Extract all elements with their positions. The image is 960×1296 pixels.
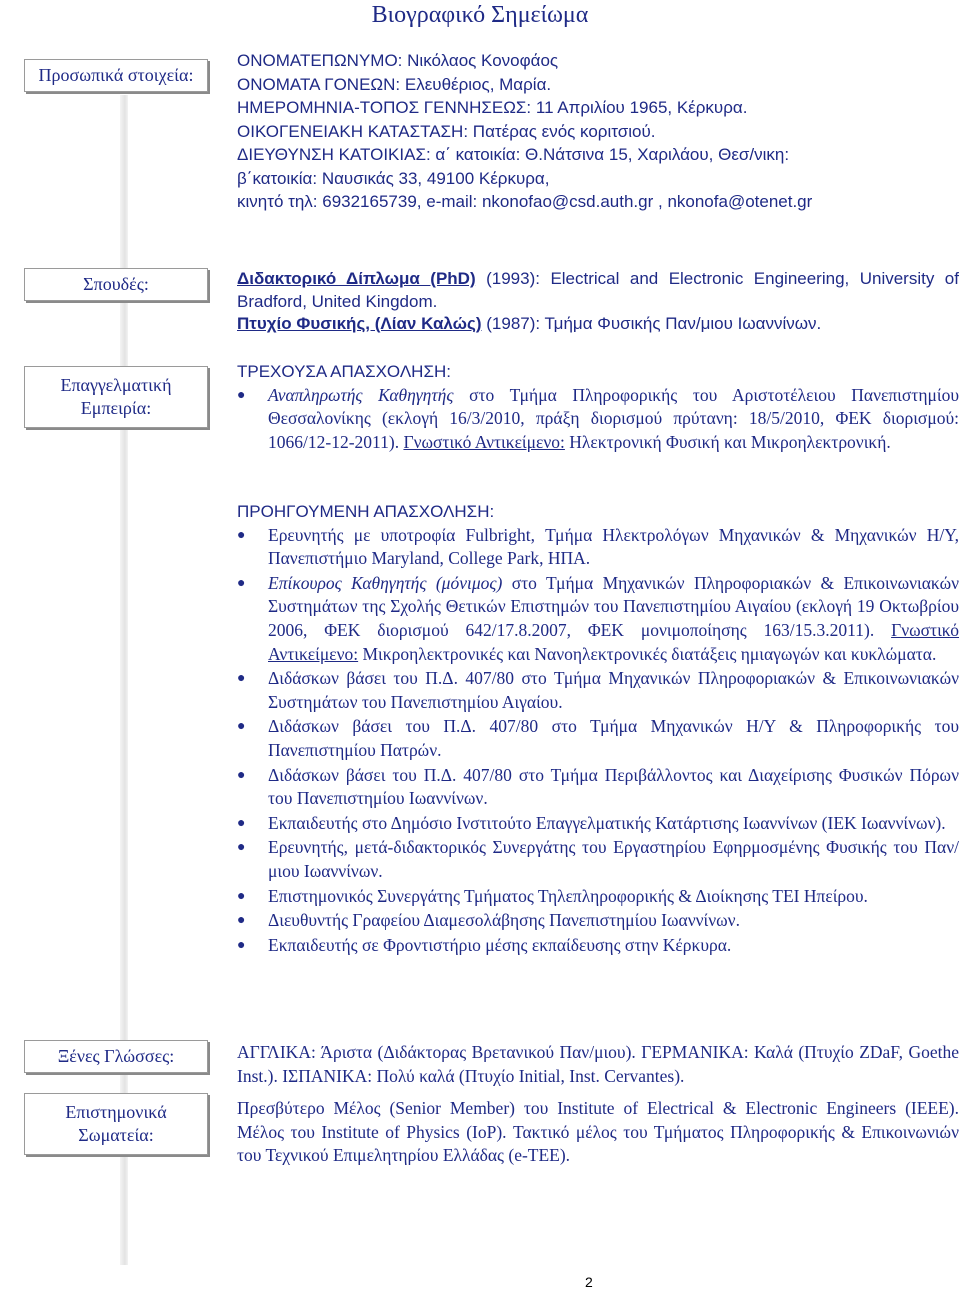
phd-title: Διδακτορικό Δίπλωμα (PhD) xyxy=(237,269,476,288)
bullet-icon: ● xyxy=(237,937,246,953)
current-field-value: Ηλεκτρονική Φυσική και Μικροηλεκτρονική. xyxy=(564,431,891,452)
studies-section xyxy=(237,268,959,336)
name-row xyxy=(237,49,959,73)
family-row xyxy=(237,120,959,144)
societies-label: Επιστημονικά Σωματεία: xyxy=(24,1093,208,1155)
phd-entry xyxy=(237,268,959,313)
languages-label: Ξένες Γλώσσες: xyxy=(24,1040,208,1073)
name-value: Νικόλαος Κονοφάος xyxy=(407,51,559,70)
bullet-icon: ● xyxy=(237,888,246,904)
bullet-icon: ● xyxy=(237,815,246,831)
previous-item: ● Επίκουρος Καθηγητής (μόνιμος) στο Τμήμα Μηχανικών Πληροφοριακών & Επικοινωνιακών Συστημάτων της Σχολής Θετικών Επιστημών του Πανεπιστημίου Αιγαίου (εκλογή 19 Οκτωβρίου 2006, ΦΕΚ διορισμού 642/17.8.2007, ΦΕΚ μονιμοποίησης 163/15.3.2011). Γνωστικό Αντικείμενο: Μικροηλεκτρονικές και Νανοηλεκτρονικές διατάξεις ημιαγωγών και κυκλώματα. xyxy=(237,572,959,664)
family-label: ΟΙΚΟΓΕΝΕΙΑΚΗ ΚΑΤΑΣΤΑΣΗ: xyxy=(237,121,469,141)
previous-item: ● Επιστημονικός Συνεργάτης Τμήματος Τηλεπληροφορικής & Διοίκησης ΤΕΙ Ηπείρου. xyxy=(237,885,959,909)
previous-item: ● Διδάσκων βάσει του Π.Δ. 407/80 στο Τμήμα Μηχανικών Η/Υ & Πληροφορικής του Πανεπιστημίου Πατρών. xyxy=(237,716,959,760)
languages-text: ΑΓΓΛΙΚΑ: Άριστα (Διδάκτορας Βρετανικού Παν/μιου). ΓΕΡΜΑΝΙΚΑ: Καλά (Πτυχίο ZDaF, Goethe Inst.). ΙΣΠΑΝΙΚΑ: Πολύ καλά (Πτυχίο Initial, Inst. Cervantes). xyxy=(237,1042,959,1086)
birth-label: ΗΜΕΡΟΜΗΝΙΑ-ΤΟΠΟΣ ΓΕΝΝΗΣΕΩΣ: xyxy=(237,98,532,117)
address-line1: α΄ κατοικία: Θ.Νάτσινα 15, Χαριλάου, Θεσ/νικη: xyxy=(435,145,790,164)
experience-label: Επαγγελματική Εμπειρία: xyxy=(24,366,208,428)
parents-row xyxy=(237,73,959,97)
bsc-entry xyxy=(237,313,959,336)
current-text: στο Τμήμα Πληροφορικής του Αριστοτέλειου Πανεπιστημίου Θεσσαλονίκης (εκλογή 16/3/2010, πράξη διορισμού πρύτανη: 18/5/2010, ΦΕΚ διορισμού: 1066/12-12-2011). xyxy=(268,384,960,452)
bullet-icon: ● xyxy=(237,719,246,735)
previous-heading: ΠΡΟΗΓΟΥΜΕΝΗ ΑΠΑΣΧΟΛΗΣΗ: xyxy=(237,502,495,521)
parents-label: ΟΝΟΜΑΤΑ ΓΟΝΕΩΝ: xyxy=(237,74,401,94)
birth-value: 11 Απριλίου 1965, Κέρκυρα. xyxy=(535,98,748,117)
bullet-icon: ● xyxy=(237,913,246,929)
current-item xyxy=(237,384,959,455)
current-heading: ΤΡΕΧΟΥΣΑ ΑΠΑΣΧΟΛΗΣΗ: xyxy=(237,362,451,381)
previous-item: ● Διδάσκων βάσει του Π.Δ. 407/80 στο Τμήμα Περιβάλλοντος και Διαχείρισης Φυσικών Πόρων του Πανεπιστημίου Ιωαννίνων. xyxy=(237,764,959,809)
bullet-icon: ● xyxy=(237,527,246,543)
phd-text: : Electrical and Electronic Engineering, University of Bradford, United Kingdom. xyxy=(237,269,959,311)
family-value: Πατέρας ενός κοριτσιού. xyxy=(472,121,656,141)
personal-info xyxy=(237,49,959,214)
phd-year: (1993) xyxy=(486,269,536,288)
studies-label: Σπουδές: xyxy=(24,268,208,301)
previous-item: ● Ερευνητής με υποτροφία Fulbright, Τμήμα Ηλεκτρολόγων Μηχανικών & Μηχανικών Η/Υ, Πανεπιστήμιο Maryland, College Park, ΗΠΑ. xyxy=(237,524,959,569)
previous-employment xyxy=(237,500,959,957)
bullet-icon: ● xyxy=(237,671,246,687)
contact-line: κινητό τηλ: 6932165739, e-mail: nkonofao@csd.auth.gr , nkonofa@otenet.gr xyxy=(237,192,813,211)
previous-item: ● Ερευνητής, μετά-διδακτορικός Συνεργάτης του Εργαστηρίου Εφηρμοσμένης Φυσικής του Παν/μιου Ιωαννίνων. xyxy=(237,837,959,881)
parents-value: Ελευθέριος, Μαρία. xyxy=(404,74,552,94)
personal-info-label: Προσωπικά στοιχεία: xyxy=(24,59,208,92)
previous-item: ● Διευθυντής Γραφείου Διαμεσολάβησης Πανεπιστημίου Ιωαννίνων. xyxy=(237,909,959,933)
bsc-title: Πτυχίο Φυσικής, (Λίαν Καλώς) xyxy=(237,314,482,333)
page-number: 2 xyxy=(585,1274,593,1290)
societies-text: Πρεσβύτερο Μέλος (Senior Member) του Institute of Electrical & Electronic Engineers (IEEE). Μέλος του Institute of Physics (IoP). Τακτικό μέλος του Τμήματος Πληροφορικής & Επικοινωνιών του Τεχνικού Επιμελητηρίου Ελλάδας (e-TEE). xyxy=(237,1098,959,1166)
bsc-text: : Τμήμα Φυσικής Παν/μιου Ιωαννίνων. xyxy=(535,314,822,333)
bullet-icon: ● xyxy=(237,575,246,591)
current-position: Αναπληρωτής Καθηγητής xyxy=(268,384,454,405)
address-row xyxy=(237,143,959,167)
current-employment xyxy=(237,360,959,454)
previous-item: ● Εκπαιδευτής σε Φροντιστήριο μέσης εκπαίδευσης στην Κέρκυρα. xyxy=(237,934,959,958)
bullet-icon: ● xyxy=(237,840,246,856)
bullet-icon: ● xyxy=(237,387,246,403)
name-label: ΟΝΟΜΑΤΕΠΩΝΥΜΟ: xyxy=(237,51,403,70)
previous-item: ● Εκπαιδευτής στο Δημόσιο Ινστιτούτο Επαγγελματικής Κατάρτισης Ιωαννίνων (ΙΕΚ Ιωαννίνων). xyxy=(237,812,959,836)
address-line2: β΄κατοικία: Ναυσικάς 33, 49100 Κέρκυρα, xyxy=(237,168,550,188)
birth-row xyxy=(237,96,959,120)
page-title: Βιογραφικό Σημείωμα xyxy=(371,2,589,28)
bsc-year: (1987) xyxy=(486,314,536,333)
previous-item: ● Διδάσκων βάσει του Π.Δ. 407/80 στο Τμήμα Μηχανικών Πληροφοριακών & Επικοινωνιακών Συστημάτων του Πανεπιστημίου Αιγαίου. xyxy=(237,668,959,712)
address-label: ΔΙΕΥΘΥΝΣΗ ΚΑΤΟΙΚΙΑΣ: xyxy=(237,145,431,164)
current-field-label: Γνωστικό Αντικείμενο: xyxy=(403,431,565,452)
bullet-icon: ● xyxy=(237,767,246,783)
